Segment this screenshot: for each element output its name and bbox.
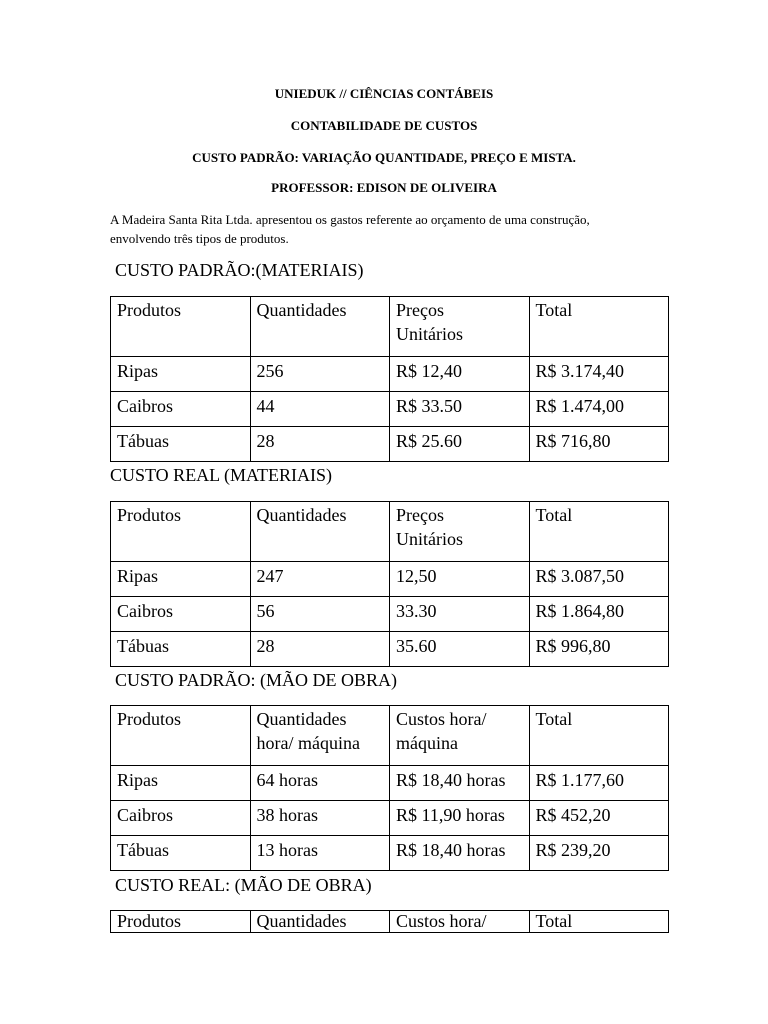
table-header-row: [111, 297, 669, 357]
header-cell: Quantidades hora/ máquina: [250, 706, 390, 766]
table-row: [111, 597, 669, 632]
cell-hour-cost: R$ 18,40 horas: [390, 766, 530, 801]
section-title-standard-labor: CUSTO PADRÃO: (MÃO DE OBRA): [115, 670, 398, 690]
table-real-labor: [110, 910, 669, 933]
table-standard-materials: [110, 296, 669, 462]
cell-product: Ripas: [111, 562, 251, 597]
header-cell: Total: [529, 706, 669, 766]
cell-total: R$ 716,80: [529, 427, 669, 462]
cell-product: Tábuas: [111, 427, 251, 462]
doc-header-institution: UNIEDUK // CIÊNCIAS CONTÁBEIS: [274, 86, 494, 101]
header-cell: Custos hora/: [390, 911, 530, 933]
cell-total: R$ 452,20: [529, 801, 669, 836]
cell-quantity: 247: [250, 562, 390, 597]
cell-hour-cost: R$ 18,40 horas: [390, 836, 530, 871]
table-row: [111, 766, 669, 801]
table-real-materials: [110, 501, 669, 667]
header-cell: Produtos: [111, 706, 251, 766]
cell-total: R$ 3.087,50: [529, 562, 669, 597]
table-header-row: [111, 911, 669, 933]
cell-hour-cost: R$ 11,90 horas: [390, 801, 530, 836]
cell-quantity: 28: [250, 427, 390, 462]
table-row: [111, 562, 669, 597]
cell-total: R$ 996,80: [529, 632, 669, 667]
cell-hours: 38 horas: [250, 801, 390, 836]
table-row: [111, 427, 669, 462]
header-cell: Preços Unitários: [390, 297, 530, 357]
doc-header-course: CONTABILIDADE DE CUSTOS: [290, 118, 478, 133]
header-cell: Produtos: [111, 297, 251, 357]
cell-product: Caibros: [111, 392, 251, 427]
header-cell: Custos hora/ máquina: [390, 706, 530, 766]
doc-header-topic: CUSTO PADRÃO: VARIAÇÃO QUANTIDADE, PREÇO E MISTA.: [192, 150, 576, 165]
cell-product: Caibros: [111, 801, 251, 836]
section-title-real-labor: CUSTO REAL: (MÃO DE OBRA): [115, 875, 372, 895]
cell-unit-price: R$ 12,40: [390, 357, 530, 392]
cell-unit-price: R$ 25.60: [390, 427, 530, 462]
intro-paragraph: [110, 210, 670, 248]
cell-unit-price: 33.30: [390, 597, 530, 632]
cell-total: R$ 1.177,60: [529, 766, 669, 801]
cell-total: R$ 3.174,40: [529, 357, 669, 392]
cell-product: Caibros: [111, 597, 251, 632]
table-header-row: [111, 502, 669, 562]
cell-total: R$ 1.864,80: [529, 597, 669, 632]
header-cell: Total: [529, 911, 669, 933]
cell-product: Ripas: [111, 766, 251, 801]
table-row: [111, 632, 669, 667]
header-cell: Quantidades: [250, 297, 390, 357]
table-row: [111, 836, 669, 871]
header-cell: Total: [529, 297, 669, 357]
cell-quantity: 256: [250, 357, 390, 392]
table-standard-labor: [110, 705, 669, 871]
cell-unit-price: R$ 33.50: [390, 392, 530, 427]
cell-unit-price: 12,50: [390, 562, 530, 597]
cell-quantity: 44: [250, 392, 390, 427]
cell-hours: 13 horas: [250, 836, 390, 871]
header-cell: Total: [529, 502, 669, 562]
cell-quantity: 28: [250, 632, 390, 667]
cell-hours: 64 horas: [250, 766, 390, 801]
cell-total: R$ 1.474,00: [529, 392, 669, 427]
header-cell: Produtos: [111, 502, 251, 562]
cell-unit-price: 35.60: [390, 632, 530, 667]
section-title-standard-materials: CUSTO PADRÃO:(MATERIAIS): [115, 260, 364, 280]
table-row: [111, 357, 669, 392]
header-cell: Preços Unitários: [390, 502, 530, 562]
cell-quantity: 56: [250, 597, 390, 632]
table-row: [111, 801, 669, 836]
cell-total: R$ 239,20: [529, 836, 669, 871]
header-cell: Quantidades: [250, 502, 390, 562]
cell-product: Ripas: [111, 357, 251, 392]
table-header-row: [111, 706, 669, 766]
header-cell: Produtos: [111, 911, 251, 933]
header-cell: Quantidades: [250, 911, 390, 933]
section-title-real-materials: CUSTO REAL (MATERIAIS): [110, 465, 333, 485]
table-row: [111, 392, 669, 427]
doc-header-professor: PROFESSOR: EDISON DE OLIVEIRA: [271, 180, 497, 195]
cell-product: Tábuas: [111, 836, 251, 871]
cell-product: Tábuas: [111, 632, 251, 667]
intro-line: A Madeira Santa Rita Ltda. apresentou os gastos referente ao orçamento de uma construção,: [110, 212, 590, 227]
intro-line: envolvendo três tipos de produtos.: [110, 231, 289, 246]
